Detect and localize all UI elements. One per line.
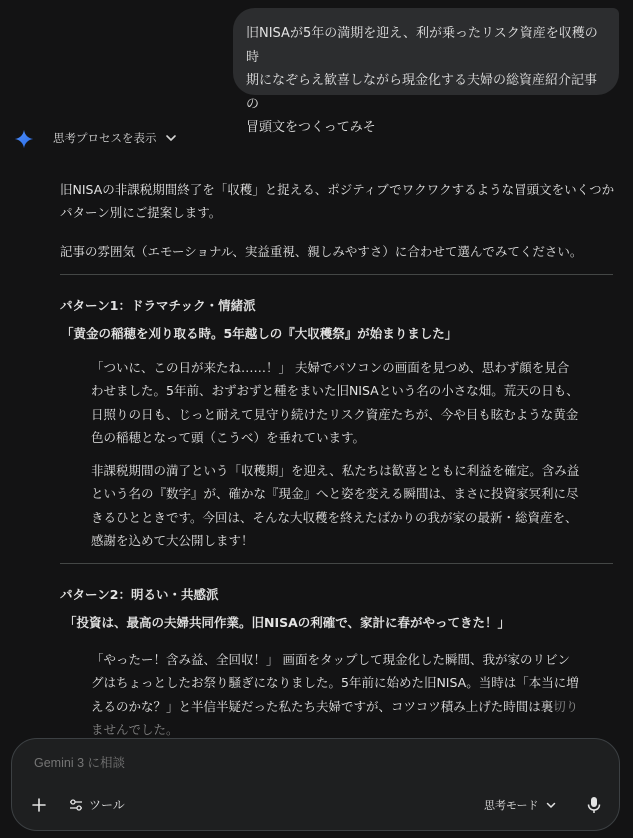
response-intro-note: 記事の雰囲気（エモーショナル、実益重視、親しみやすさ）に合わせて選んでみてください。 xyxy=(60,244,583,259)
divider xyxy=(60,563,613,564)
show-thinking-label: 思考プロセスを表示 xyxy=(53,131,157,145)
mode-label: 思考モード xyxy=(484,799,539,812)
user-message-bubble xyxy=(233,8,619,135)
user-message-line: 旧NISAが5年の満期を迎え、利が乗ったリスク資産を収穫の時 xyxy=(246,26,598,65)
tools-button[interactable] xyxy=(69,796,125,813)
response-intro: 旧NISAの非課税期間終了を「収穫」と捉える、ポジティブでワクワクするような冒頭文をいくつかパターン別にご提案します。 xyxy=(60,182,615,220)
pattern-heading: パターン2：明るい・共感派 xyxy=(60,587,219,602)
chevron-down-icon xyxy=(165,132,177,144)
thinking-mode-selector[interactable] xyxy=(484,797,557,813)
pattern-body-text-faded: 切りませんでした。 xyxy=(91,698,579,737)
chevron-down-icon xyxy=(545,799,557,811)
gemini-sparkle-icon xyxy=(14,129,34,149)
prompt-input[interactable] xyxy=(32,755,576,771)
divider xyxy=(60,274,613,275)
tools-label: ツール xyxy=(89,798,125,812)
add-attachment-button[interactable] xyxy=(28,794,50,816)
user-message-line: 冒頭文をつくってみそ xyxy=(246,120,376,135)
model-avatar xyxy=(14,128,34,150)
plus-icon xyxy=(32,798,46,812)
show-thinking-toggle[interactable] xyxy=(53,130,177,146)
pattern-body-paragraph: 非課税期間の満了という「収穫期」を迎え、私たちは歓喜とともに利益を確定。含み益という名の『数字』が、確かな『現金』へと姿を変える瞬間は、まさに投資家冥利に尽きるひとときです。今回は、そんな大収穫を終えたばかりの我が家の最新・総資産を、感謝を込めて大公開します！ xyxy=(91,463,580,548)
pattern-body-text: 「やったー！含み益、全回収！」 画面をタップして現金化した瞬間、我が家のリビングはちょっとしたお祭り騒ぎになりました。5年前に始めた旧NISA。当時は「本当に増えるのかな？」と半信半疑だった私たち夫婦ですが、コツコツ積み上げた時間は裏 xyxy=(91,652,579,714)
pattern-title: 「黄金の稲穂を刈り取る時。5年越しの『大収穫祭』が始まりました」 xyxy=(61,326,458,341)
tools-icon xyxy=(69,799,83,811)
pattern-body-paragraph xyxy=(91,648,581,741)
pattern-title: 「投資は、最高の夫婦共同作業。旧NISAの利確で、家計に春がやってきた！」 xyxy=(64,615,511,630)
user-message-line: 期になぞらえ歓喜しながら現金化する夫婦の総資産紹介記事の xyxy=(246,73,598,112)
pattern-body-paragraph: 「ついに、この日が来たね……！」 夫婦でパソコンの画面を見つめ、思わず顔を見合わせました。5年前、おずおずと種をまいた旧NISAという名の小さな畑。荒天の日も、日照りの日も、じっと耐えて見守り続けたリスク資産たちが、今や目も眩むような黄金色の稲穂となって頭（こうべ）を垂れています。 xyxy=(91,360,579,445)
microphone-icon[interactable] xyxy=(586,796,602,814)
prompt-composer xyxy=(11,738,620,831)
pattern-heading: パターン1：ドラマチック・情緒派 xyxy=(60,298,256,313)
